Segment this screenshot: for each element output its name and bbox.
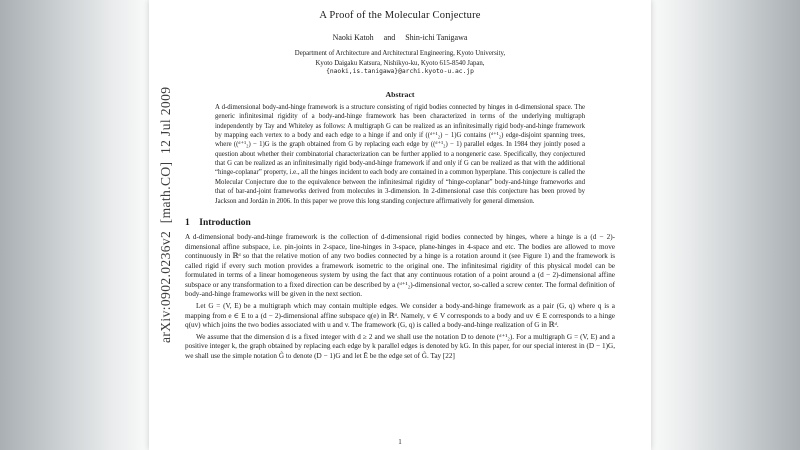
intro-paragraph-1: A d-dimensional body-and-hinge framework is the collection of d-dimensional rigid bodies connected by hinges, where a hinge is a (d − 2)-dimensional affine subspace, i.e. pin-joints in 2-space, line-hinges in 3-space, plane-hinges in 4-space and etc. The bodies are allowed to move continuously in ℝᵈ so that the relative motion of any two bodies connected by a hinge is a rotation around it (see Figure 1) and the framework is called rigid if every such motion provides a framework isometric to the original one. The infinitesimal rigidity of this physical model can be formulated in terms of a linear homogeneous system by using the fact that any continuous rotation of a point around a (d − 2)-dimensional affine subspace or any transformation to a fixed direction can be described by a (ᵈ⁺¹₂)-dimensional vector, so-called a screw center. The formal definition of body-and-hinge frameworks will be given in the next section. (185, 232, 615, 299)
paper-page (149, 0, 651, 450)
paper-title: A Proof of the Molecular Conjecture (319, 10, 481, 21)
section-heading-introduction: 1 Introduction (185, 217, 251, 228)
affiliation-email: {naoki,is.tanigawa}@archi.kyoto-u.ac.jp (326, 68, 474, 76)
affiliation-line-1: Department of Architecture and Architectural Engineering, Kyoto University, (294, 50, 506, 57)
paper-authors: Naoki Katoh and Shin-ichi Tanigawa (332, 33, 468, 42)
intro-paragraph-2: Let G = (V, E) be a multigraph which may contain multiple edges. We consider a body-and-hinge framework as a pair (G, q) where q is a mapping from e ∈ E to a (d − 2)-dimensional affine subspace q(e) in ℝᵈ. Namely, v ∈ V corresponds to a body and uv ∈ E corresponds to a hinge q(uv) which joins the two bodies associated with u and v. The framework (G, q) is called a body-and-hinge realization of G in ℝᵈ. (185, 302, 615, 330)
affiliation-line-2: Kyoto Daigaku Katsura, Nishikyo-ku, Kyoto 615-8540 Japan, (315, 59, 485, 67)
page-number: 1 (398, 438, 402, 446)
arxiv-watermark: arXiv:0902.0236v2 [math.CO] 12 Jul 2009 (158, 86, 173, 343)
intro-paragraph-3: We assume that the dimension d is a fixed integer with d ≥ 2 and we shall use the notation D to denote (ᵈ⁺¹₂). For a multigraph G = (V, E) and a positive integer k, the graph obtained by replacing each edge by k parallel edges is denoted by kG. In this paper, for our special interest in (D − 1)G, we shall use the simple notation G̃ to denote (D − 1)G and let Ẽ be the edge set of G̃. Tay [22] (185, 332, 615, 360)
paper-affiliation (185, 49, 615, 77)
abstract-text: A d-dimensional body-and-hinge framework is a structure consisting of rigid bodies connected by hinges in d-dimensional space. The generic infinitesimal rigidity of a body-and-hinge framework has been characterized in terms of the underlying multigraph independently by Tay and Whiteley as follows: A multigraph G can be realized as an infinitesimally rigid body-and-hinge framework by mapping each vertex to a body and each edge to a hinge if and only if ((ᵈ⁺¹₂) − 1)G contains (ᵈ⁺¹₂) edge-disjoint spanning trees, where ((ᵈ⁺¹₂) − 1)G is the graph obtained from G by replacing each edge by ((ᵈ⁺¹₂) − 1) parallel edges. In 1984 they jointly posed a question about whether their combinatorial characterization can be further applied to a nongeneric case. Specifically, they conjectured that G can be realized as an infinitesimally rigid body-and-hinge framework if and only if G can be realized as that with the additional “hinge-coplanar” property, i.e., all the hinges incident to each body are contained in a common hyperplane. This conjecture is called the Molecular Conjecture due to the equivalence between the infinitesimal rigidity of “hinge-coplanar” body-and-hinge frameworks and that of bar-and-joint frameworks derived from molecules in 3-dimension. In 2-dimensional case this conjecture has been proved by Jackson and Jordán in 2006. In this paper we prove this long standing conjecture affirmatively for general dimension. (215, 103, 585, 205)
abstract-heading: Abstract (385, 89, 415, 99)
